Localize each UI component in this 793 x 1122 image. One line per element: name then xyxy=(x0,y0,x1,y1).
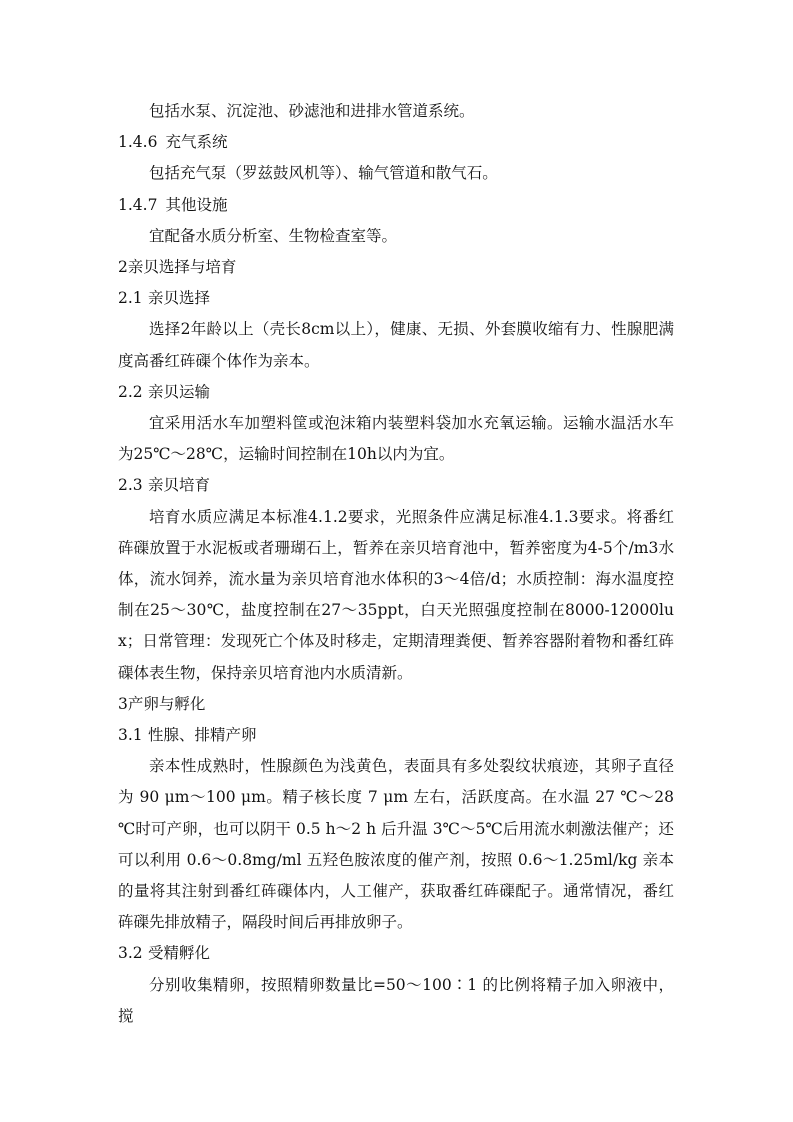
heading-title: 其他设施 xyxy=(165,195,228,214)
heading-number: 3.2 xyxy=(118,944,143,963)
paragraph-water-supply-system: 包括水泵、沉淀池、砂滤池和进排水管道系统。 xyxy=(149,102,475,120)
heading-1-4-7 xyxy=(118,190,674,221)
heading-title: 亲贝选择 xyxy=(148,289,211,308)
heading-number: 2.3 xyxy=(118,476,143,495)
heading-number: 3 xyxy=(118,694,128,713)
paragraph-spawning: 亲本性成熟时，性腺颜色为浅黄色，表面具有多处裂纹状痕迹，其卵子直径为 90 μm～100 μm。精子核长度 7 μm 左右，活跃度高。在水温 27 ℃～28 ℃时可产卵，也可以阴干 0.5 h～2 h 后升温 3℃～5℃后用流水刺激法催产；还可以利用 0.6～0.8mg/ml 五羟色胺浓度的催产剂，按照 0.6～1.25ml/kg 亲本的量将其注射到番红砗磲体内，人工催产，获取番红砗磲配子。通常情况，番红砗磲先排放精子，隔段时间后再排放卵子。 xyxy=(118,757,674,932)
heading-title: 亲贝运输 xyxy=(148,382,211,401)
heading-title: 性腺、排精产卵 xyxy=(148,726,257,745)
paragraph-aeration-system: 包括充气泵（罗兹鼓风机等）、输气管道和散气石。 xyxy=(149,164,498,183)
heading-title: 亲贝培育 xyxy=(148,476,211,495)
heading-2 xyxy=(118,252,674,283)
heading-title: 充气系统 xyxy=(165,133,228,152)
heading-2-2 xyxy=(118,377,674,408)
heading-1-4-6 xyxy=(118,127,674,158)
heading-2-1 xyxy=(118,283,674,314)
heading-title: 产卵与孵化 xyxy=(127,694,206,713)
paragraph-fertilization: 分别收集精卵，按照精卵数量比=50～100∶1 的比例将精子加入卵液中，搅 xyxy=(118,975,674,1025)
document-body xyxy=(118,96,674,1032)
heading-3-2 xyxy=(118,938,674,969)
heading-number: 2.1 xyxy=(118,289,143,308)
heading-3 xyxy=(118,689,674,720)
heading-3-1 xyxy=(118,720,674,751)
heading-number: 2 xyxy=(118,258,128,277)
heading-title: 亲贝选择与培育 xyxy=(127,258,237,277)
paragraph-broodstock-transport: 宜采用活水车加塑料筐或泡沫箱内装塑料袋加水充氧运输。运输水温活水车为25℃～28℃，运输时间控制在10h以内为宜。 xyxy=(118,414,674,464)
heading-number: 2.2 xyxy=(118,382,143,401)
heading-number: 1.4.7 xyxy=(118,195,158,214)
paragraph-other-facilities: 宜配备水质分析室、生物检查室等。 xyxy=(149,226,398,245)
heading-title: 受精孵化 xyxy=(148,944,211,963)
heading-2-3 xyxy=(118,470,674,501)
heading-number: 1.4.6 xyxy=(118,133,158,152)
paragraph-broodstock-selection: 选择2年龄以上（壳长8cm以上），健康、无损、外套膜收缩有力、性腺肥满度高番红砗磲个体作为亲本。 xyxy=(118,320,674,370)
heading-number: 3.1 xyxy=(118,726,143,745)
paragraph-broodstock-cultivation: 培育水质应满足本标准4.1.2要求，光照条件应满足标准4.1.3要求。将番红砗磲放置于水泥板或者珊瑚石上，暂养在亲贝培育池中，暂养密度为4-5个/m3水体，流水饲养，流水量为亲贝培育池水体积的3～4倍/d；水质控制：海水温度控制在25～30℃，盐度控制在27～35ppt，白天光照强度控制在8000-12000lux；日常管理：发现死亡个体及时移走，定期清理粪便、暂养容器附着物和番红砗磲体表生物，保持亲贝培育池内水质清新。 xyxy=(118,507,674,682)
